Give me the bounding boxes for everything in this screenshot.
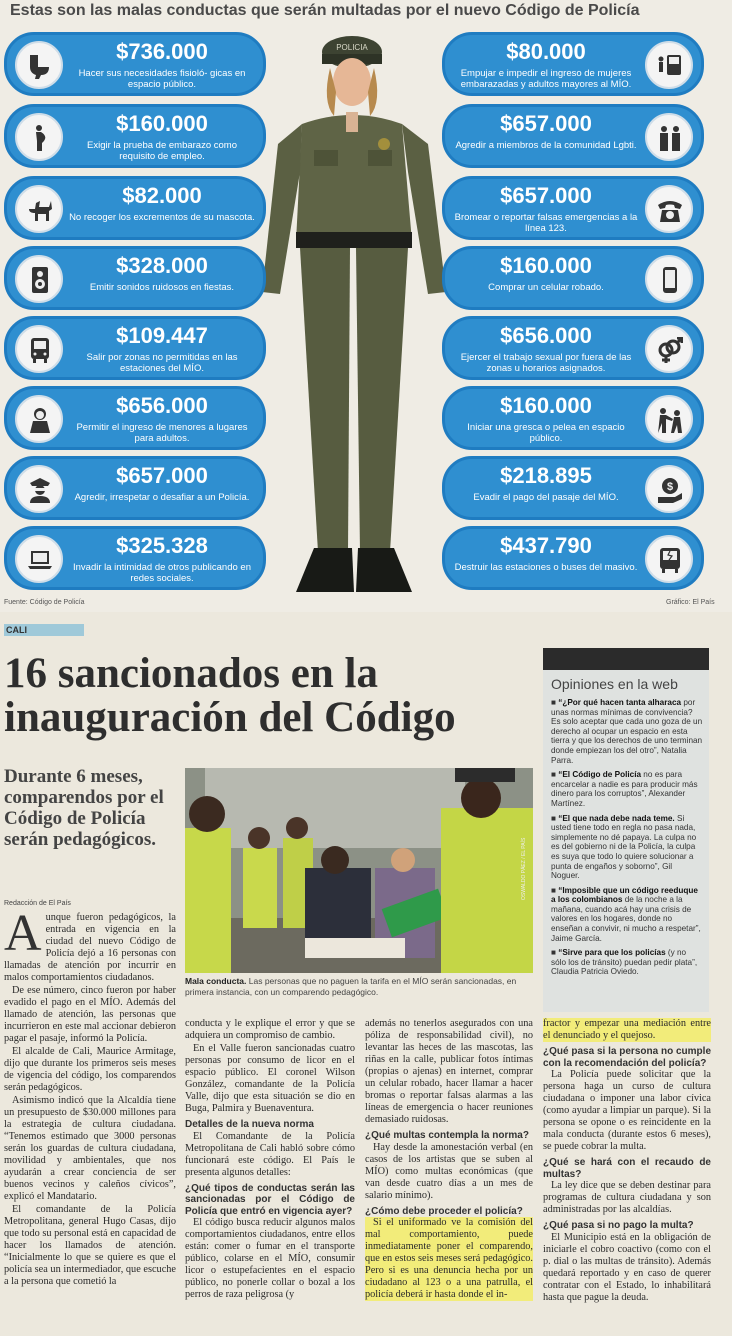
- fine-description: Permitir el ingreso de menores a lugares para adultos.: [76, 422, 248, 444]
- fine-card-left-3: [4, 176, 266, 240]
- fine-amount: $82.000: [122, 183, 202, 208]
- people-bus-icon: [645, 41, 693, 89]
- fine-amount: $437.790: [500, 533, 592, 558]
- paragraph: De ese número, cinco fueron por haber evadido el pago en el MÍO. Además del llamado de atención, las personas que incurrieron en este mal accionar debieron pagar el pasaje, informó la Policía.: [4, 985, 176, 1044]
- fine-amount: $657.000: [116, 463, 208, 488]
- opinion-text: (y no sólo los de tránsito) puedan pedir plata”, Claudia Patricia Oviedo.: [551, 948, 698, 977]
- paragraph: conducta y le explique el error y que se adquiera un compromiso de cambio.: [185, 1018, 355, 1041]
- fine-amount: $657.000: [500, 111, 592, 136]
- fine-description: Destruir las estaciones o buses del masivo.: [454, 562, 638, 573]
- telephone-icon: [645, 185, 693, 233]
- fine-amount: $325.328: [116, 533, 208, 558]
- fine-description: Agredir, irrespetar o desafiar a un Policía.: [74, 492, 250, 503]
- opinion-lead: “Imposible que un código reeduque a los colombianos: [551, 885, 698, 905]
- opinions-title: Opiniones en la web: [551, 676, 678, 692]
- fine-description: Iniciar una gresca o pelea en espacio público.: [467, 422, 625, 444]
- opinion-item: ■ “Imposible que un código reeduque a los colombianos de la noche a la mañana, cuando acá hay una crisis de valores en los hogares, donde no enseñan a convivir, ni mucho a respetar”, Jaime García.: [551, 885, 701, 943]
- graphic-credit: Gráfico: El País: [666, 599, 715, 606]
- section-tag: CALI: [4, 624, 84, 636]
- paragraph: El Comandante de la Policía Metropolitana de Cali habló sobre cómo funcionará este código. El País le presenta algunos detalles:: [185, 1130, 355, 1178]
- paragraph: La ley dice que se deben destinar para programas de cultura ciudadana y son administradas por las alcaldías.: [543, 1180, 711, 1215]
- paragraph: Asimismo indicó que la Alcaldía tiene un presupuesto de $30.000 millones para la estrategia de cultura ciudadana. “Tenemos estimado que 3000 personas serán los guardas de cultura ciudadana, movilidad y ambientales, que nos ayudarán a crear conciencia de ser buenos vecinos y caleños cívicos”, explicó el Mandatario.: [4, 1095, 176, 1202]
- opinion-text: no es para encarcelar a nadie es para producir más dinero para los corruptos”, Alexander Martínez.: [551, 770, 698, 808]
- cap-badge-text: POLICIA: [336, 43, 368, 52]
- fine-card-right-2: [442, 104, 704, 168]
- paragraph: Hay desde la amonestación verbal (en casos de los artistas que se suben al MÍO) como multas económicas (que van desde cuatro días a un mes de salario mínimo).: [365, 1141, 533, 1201]
- paragraph: El alcalde de Cali, Maurice Armitage, dijo que durante los primeros seis meses de vigencia del código, los comparendos serán pedagógicos.: [4, 1046, 176, 1093]
- question-heading: ¿Qué pasa si no pago la multa?: [543, 1220, 694, 1231]
- pregnant-woman-icon: [15, 113, 63, 161]
- fine-description: Emitir sonidos ruidosos en fiestas.: [89, 282, 235, 293]
- drop-cap: A: [4, 905, 42, 962]
- question-heading: ¿Cómo debe proceder el policía?: [365, 1205, 523, 1217]
- infographic-title: Estas son las malas conductas que serán multadas por el nuevo Código de Policía: [10, 2, 640, 19]
- svg-text:$: $: [666, 481, 674, 493]
- photo-scene: [185, 768, 533, 973]
- photo-caption: [185, 976, 533, 998]
- infographic: [0, 0, 732, 612]
- opinions-sidebar: [543, 648, 709, 1012]
- article-column-1: [4, 905, 176, 1289]
- article-column-3: [365, 1018, 533, 1302]
- caption-lead: Mala conducta.: [185, 976, 247, 986]
- opinion-item: ■ “El que nada debe nada teme. Si usted tiene todo en regla no pasa nada, simplemente no dé papaya. La culpa no es del gobierno ni de la Policía, la culpa es suya que todo lo quiere solucionar a punta de engaños y soborno”, Gil Noguer.: [551, 813, 697, 881]
- byline: Redacción de El País: [4, 900, 71, 907]
- fine-card-right-1: [442, 32, 704, 96]
- source-note: Fuente: Código de Policía: [4, 599, 85, 606]
- article-column-2: [185, 1018, 355, 1302]
- fine-amount: $160.000: [116, 111, 208, 136]
- fine-card-left-8: [4, 526, 266, 590]
- opinion-text: por unas normas mínimas de convivencia? Es solo aceptar que cada uno goza de un derecho al ocupar un espacio en esta tierra y que los derechos de uno terminan donde empiezan los del otro”, Natalia Parra.: [551, 698, 703, 765]
- paragraph: El Municipio está en la obligación de iniciarle el cobro coactivo (como con el p. dial o las multas de tránsito). Además quedará reportado y en caso de querer contratar con el Estado, lo inhabilitará hasta que pague la deuda.: [543, 1231, 711, 1303]
- opinion-lead: “El que nada debe nada teme.: [558, 813, 675, 823]
- highlighted-paragraph: fractor y empezar una mediación entre el denunciado y el quejoso.: [543, 1018, 711, 1041]
- paragraph: El comandante de la Policía Metropolitana, general Hugo Casas, dijo que todo su personal está en capacidad de hacer los llamados de atención. “Inicialmente lo que se quiere es que el policía sea un intermediador, que escuche a la persona que cometió la: [4, 1204, 176, 1287]
- question-heading: ¿Qué multas contempla la norma?: [365, 1130, 529, 1141]
- section-heading: Detalles de la nueva norma: [185, 1119, 314, 1130]
- fine-amount: $657.000: [500, 183, 592, 208]
- paragraph: unque fueron pedagógicos, la entrada en vigencia en la ciudad del nuevo Código de Policía dejó a 16 personas con llamadas de atención por incurrir en malos comportamientos ciudadanos.: [4, 912, 176, 983]
- opinion-text: de la noche a la mañana, cuando acá hay una crisis de valores en los hogares, donde no enseñan a convivir, ni mucho a respetar”, Jaime García.: [551, 895, 701, 943]
- fine-amount: $160.000: [500, 393, 592, 418]
- fine-amount: $80.000: [506, 39, 586, 64]
- fine-card-left-7: [4, 456, 266, 520]
- police-officer-illustration: [256, 32, 452, 598]
- fine-description: Bromear o reportar falsas emergencias a la línea 123.: [454, 212, 638, 234]
- fine-card-left-4: [4, 246, 266, 310]
- fine-description: Invadir la intimidad de otros publicando en redes sociales.: [73, 562, 251, 584]
- question-heading: ¿Qué pasa si la persona no cumple con la recomendación del policía?: [543, 1046, 711, 1069]
- speaker-icon: [15, 255, 63, 303]
- fine-description: Evadir el pago del pasaje del MÍO.: [473, 492, 619, 503]
- fine-card-left-6: [4, 386, 266, 450]
- broken-bus-icon: [645, 535, 693, 583]
- question-heading: ¿Qué tipos de conductas serán las sancionadas por el Código de Policía que entró en vigencia ayer?: [185, 1182, 355, 1217]
- headline: 16 sancionados en la inauguración del Código: [4, 650, 456, 741]
- paragraph: En el Valle fueron sancionadas cuatro personas por consumo de licor en el espacio público. El coronel Wilson González, comandante de la Policía Valle, dijo que esta situación se dio en Buga, Palmira y Buenaventura.: [185, 1043, 355, 1114]
- news-photo: [185, 768, 533, 973]
- opinion-lead: “¿Por qué hacen tanta alharaca: [558, 698, 682, 707]
- fine-card-right-7: [442, 456, 704, 520]
- fight-icon: [645, 395, 693, 443]
- article-column-4: [543, 1018, 711, 1305]
- fine-amount: $218.895: [500, 463, 592, 488]
- fine-amount: $736.000: [116, 39, 208, 64]
- paragraph: El código busca reducir algunos malos comportamientos ciudadanos, entre ellos están: comer o fumar en el transporte público, colarse en el MÍO, consumir licor o estupefacientes en el espacio público, no ponerle collar o bozal a los perros de raza peligrosa (y: [185, 1217, 355, 1300]
- fine-card-right-3: [442, 176, 704, 240]
- opinion-lead: “Sirve para que los policías: [558, 948, 666, 958]
- fine-card-right-4: [442, 246, 704, 310]
- caption-text: Las personas que no paguen la tarifa en el MÍO serán sancionadas, en primera instancia, con un comparendo pedagógico.: [185, 976, 517, 997]
- fine-description: Comprar un celular robado.: [488, 282, 604, 293]
- opinion-item: ■ “¿Por qué hacen tanta alharaca por unas normas mínimas de convivencia? Es solo aceptar que cada uno goza de un derecho al ocupar un espacio en esta tierra y que los derechos de uno terminan donde empiezan los del otro”, Natalia Parra.: [551, 698, 703, 765]
- opinion-item: ■ “El Código de Policía no es para encarcelar a nadie es para producir más dinero para los corruptos”, Alexander Martínez.: [551, 770, 698, 808]
- fine-amount: $656.000: [116, 393, 208, 418]
- fine-amount: $109.447: [116, 323, 208, 348]
- subheadline: Durante 6 meses, comparendos por el Código de Policía serán pedagógicos.: [4, 766, 164, 850]
- bus-front-icon: [15, 325, 63, 373]
- opinion-lead: “El Código de Policía: [558, 770, 642, 780]
- fine-description: Hacer sus necesidades fisioló- gicas en espacio público.: [78, 68, 246, 90]
- two-men-icon: [645, 113, 693, 161]
- fine-amount: $328.000: [116, 253, 208, 278]
- toilet-icon: [15, 41, 63, 89]
- fine-description: Ejercer el trabajo sexual por fuera de las zonas u horarios asignados.: [460, 352, 632, 374]
- fine-amount: $656.000: [500, 323, 592, 348]
- fine-description: Exigir la prueba de embarazo como requisito de empleo.: [87, 140, 237, 162]
- child-icon: [15, 395, 63, 443]
- fine-card-right-8: [442, 526, 704, 590]
- money-hand-icon: [645, 465, 693, 513]
- fine-description: Agredir a miembros de la comunidad Lgbti.: [455, 140, 637, 151]
- fine-amount: $160.000: [500, 253, 592, 278]
- highlighted-paragraph: Si el uniformado ve la comisión del mal comportamiento, puede inmediatamente poner el comparendo, que en estos seis meses será pedagógico. Pero si es una denuncia hecha por un ciudadano al 123 o a una patrulla, el policía deberá ir hasta donde el in-: [365, 1217, 533, 1300]
- paragraph: La Policía puede solicitar que la persona haga un curso de cultura ciudadana o imponer una labor cívica (como ayudar a limpiar un parque). Si la persona se opone o es reincidente en la mala conducta (durante estos 6 meses), se puede cobrar la multa.: [543, 1069, 711, 1152]
- fine-card-right-5: [442, 316, 704, 380]
- photo-credit: OSWALDO PÁEZ / EL PAÍS: [521, 837, 527, 900]
- fine-description: Empujar e impedir el ingreso de mujeres embarazadas y adultos mayores al MÍO.: [460, 68, 632, 90]
- question-heading: ¿Qué se hará con el recaudo de multas?: [543, 1157, 711, 1180]
- fine-card-left-1: [4, 32, 266, 96]
- opinion-text: Si usted tiene todo en regla no pasa nada, simplemente no dé papaya. La culpa no es del gobierno ni de la Policía, la culpa es suya que todo lo quiere solucionar a punta de engaños y soborno”, Gil Noguer.: [551, 813, 697, 881]
- opinion-item: ■ “Sirve para que los policías (y no sólo los de tránsito) puedan pedir plata”, Claudia Patricia Oviedo.: [551, 948, 698, 977]
- sidebar-top-bar: [543, 648, 709, 670]
- paragraph: además no tenerlos asegurados con una póliza de responsabilidad civil), no levantar las heces de las mascotas, las riñas en la calle, publicar fotos íntimas (propias o ajenas) en internet, comprar un celular robado, hacer llamar a hacer bromas o reportar falsas alarmas a las líneas de emergencia o hacer reuniones demasiado ruidosas.: [365, 1018, 533, 1125]
- fine-description: Salir por zonas no permitidas en las estaciones del MÍO.: [86, 352, 238, 374]
- cellphone-icon: [645, 255, 693, 303]
- police-officer-icon: [15, 465, 63, 513]
- fine-description: No recoger los excrementos de su mascota.: [69, 212, 255, 223]
- laptop-icon: [15, 535, 63, 583]
- fine-card-right-6: [442, 386, 704, 450]
- fine-card-left-2: [4, 104, 266, 168]
- gender-symbols-icon: [645, 325, 693, 373]
- dog-icon: [15, 185, 63, 233]
- fine-card-left-5: [4, 316, 266, 380]
